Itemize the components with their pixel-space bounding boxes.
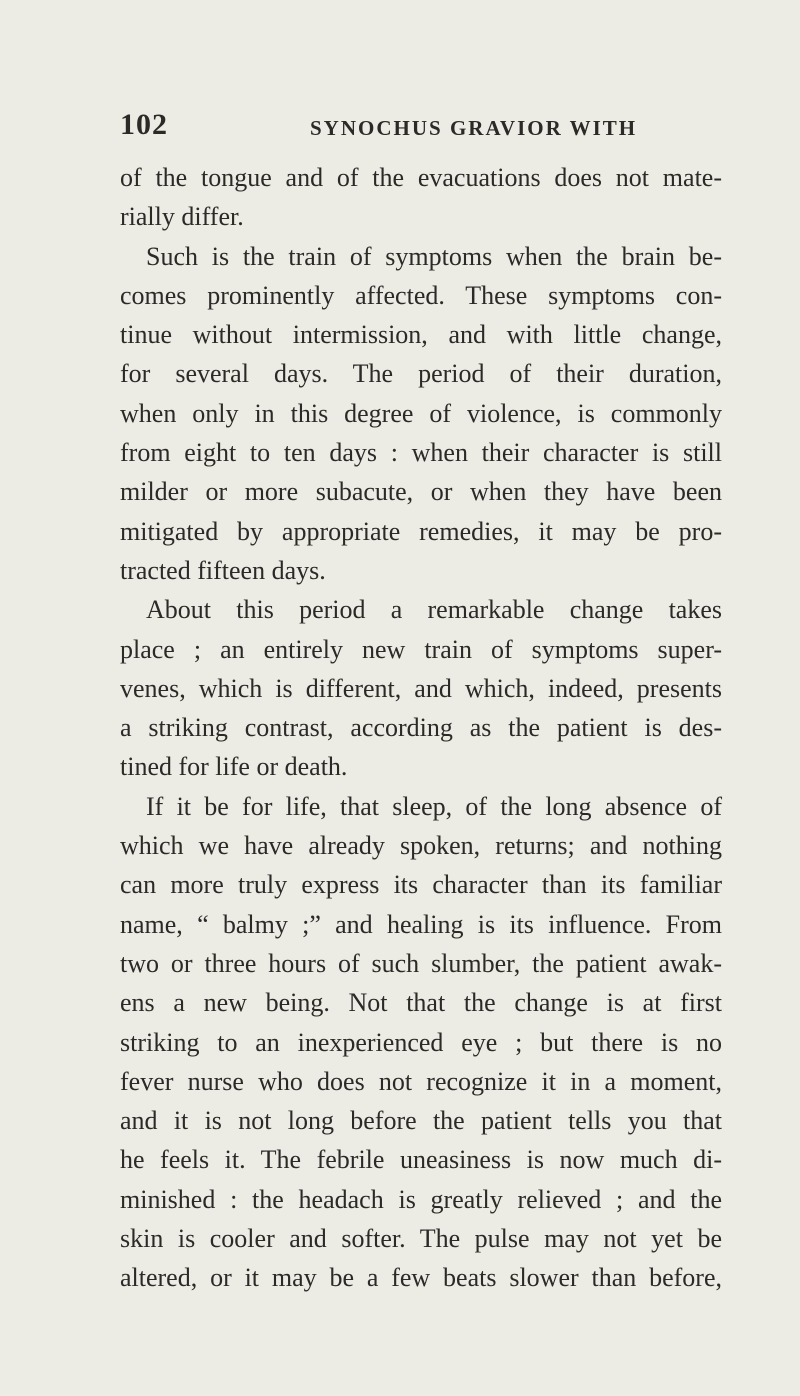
text-line: mitigated by appropriate remedies, it may be pro- bbox=[120, 516, 722, 546]
text-line: tined for life or death. bbox=[120, 752, 348, 782]
text-line: can more truly express its character than its familiar bbox=[120, 870, 722, 900]
text-line: two or three hours of such slumber, the patient awak- bbox=[120, 948, 722, 978]
text-line: and it is not long before the patient tells you that bbox=[120, 1106, 722, 1136]
text-line: venes, which is different, and which, indeed, presents bbox=[120, 673, 722, 703]
page-header bbox=[120, 108, 720, 148]
text-line: skin is cooler and softer. The pulse may not yet be bbox=[120, 1224, 722, 1254]
text-line: minished : the headach is greatly relieved ; and the bbox=[120, 1184, 722, 1214]
text-line: when only in this degree of violence, is commonly bbox=[120, 398, 722, 428]
text-line: of the tongue and of the evacuations does not mate- bbox=[120, 163, 722, 192]
text-line: tinue without intermission, and with little change, bbox=[120, 320, 722, 350]
text-line: milder or more subacute, or when they have been bbox=[120, 477, 722, 507]
text-line: he feels it. The febrile uneasiness is now much di- bbox=[120, 1145, 722, 1175]
text-line: for several days. The period of their duration, bbox=[120, 359, 722, 389]
text-line: fever nurse who does not recognize it in a moment, bbox=[120, 1066, 722, 1096]
paragraph-start-line: About this period a remarkable change takes bbox=[146, 595, 722, 625]
text-line: name, “ balmy ;” and healing is its influence. From bbox=[120, 909, 722, 939]
text-line: rially differ. bbox=[120, 202, 244, 232]
text-line: which we have already spoken, returns; and nothing bbox=[120, 831, 722, 861]
text-line: altered, or it may be a few beats slower than before, bbox=[120, 1263, 722, 1293]
text-line: from eight to ten days : when their character is still bbox=[120, 438, 722, 468]
text-line: striking to an inexperienced eye ; but there is no bbox=[120, 1027, 722, 1057]
text-line: ens a new being. Not that the change is at first bbox=[120, 988, 722, 1018]
paragraph-start-line: If it be for life, that sleep, of the long absence of bbox=[146, 791, 722, 821]
page-number: 102 bbox=[120, 108, 168, 141]
paragraph-start-line: Such is the train of symptoms when the brain be- bbox=[146, 241, 722, 271]
text-line: a striking contrast, according as the patient is des- bbox=[120, 713, 722, 743]
text-line: tracted fifteen days. bbox=[120, 555, 326, 585]
text-line: comes prominently affected. These symptoms con- bbox=[120, 280, 722, 310]
body-text bbox=[120, 158, 722, 1298]
running-head: SYNOCHUS GRAVIOR WITH bbox=[310, 116, 638, 140]
text-line: place ; an entirely new train of symptoms super- bbox=[120, 634, 722, 664]
